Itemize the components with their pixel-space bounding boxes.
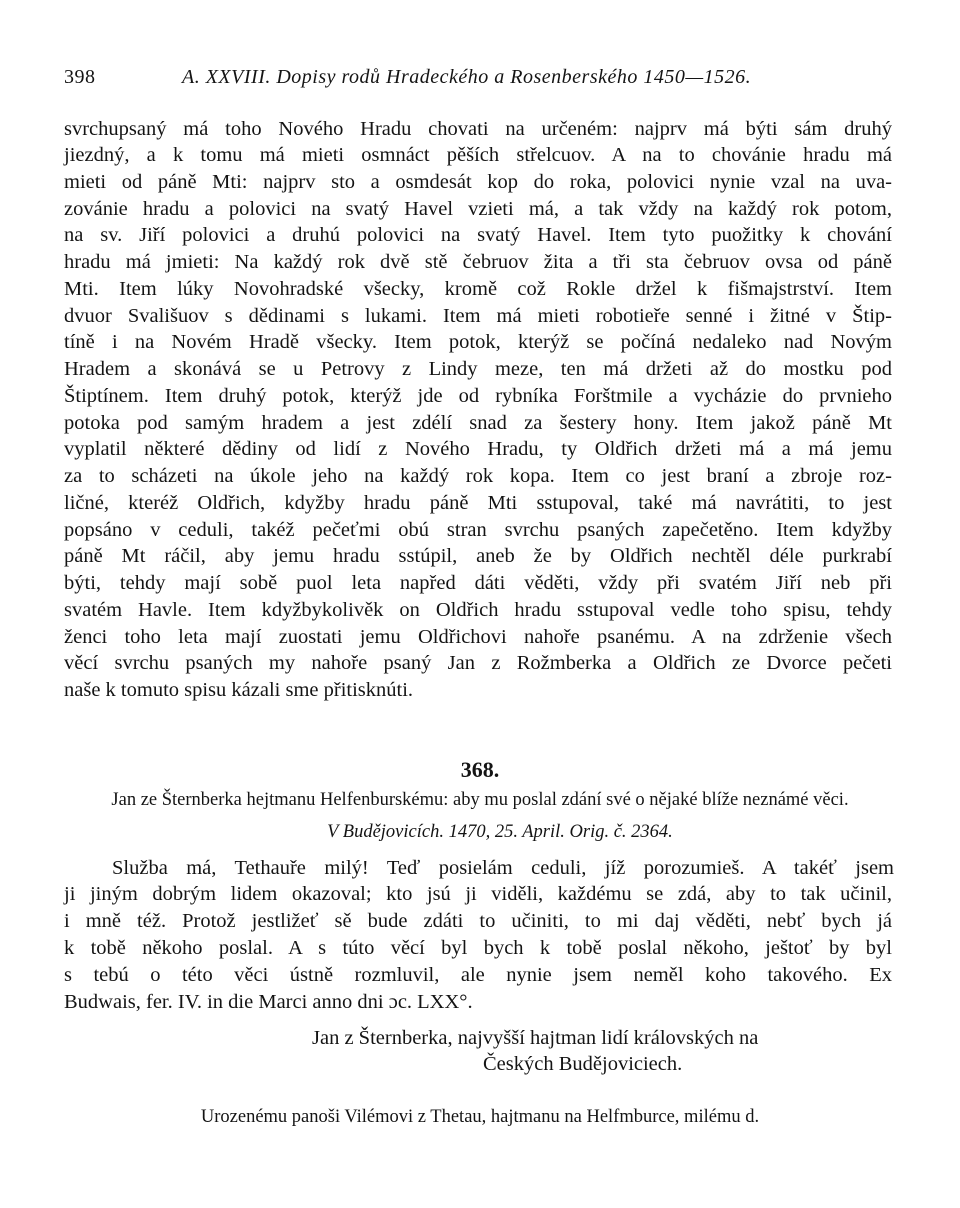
text-line: dvuor Svališuov s dědinami s lukami. Item má mieti robotieře senné i žitné v Štip- [64,305,892,327]
signature-line: Českých Budějoviciech. [483,1053,683,1075]
document-regest: Jan ze Šternberka hejtmanu Helfenburskému: aby mu poslal zdání své o nějaké blíže neznámé věci. [111,790,849,810]
text-line: potoka pod samým hradem a jest zdélí snad za šestery hony. Item jakož páně Mt [64,412,892,434]
text-line: popsáno v ceduli, takéž pečeťmi obú stran svrchu psaných zapečetěno. Item kdyžby [64,519,892,541]
document-number: 368. [460,757,500,782]
letter-line: Budwais, fer. IV. in die Marci anno dni ɔc. LXX°. [64,991,473,1013]
page-header [64,66,896,96]
text-line: věcí svrchu psaných my nahoře psaný Jan z Rožmberka a Oldřich ze Dvorce pečeti [64,652,892,674]
text-line: za to scházeti na úkole jeho na každý rok kopa. Item co jest braní a zbroje roz- [64,465,892,487]
letter-line: Služba má, Tethauře milý! Teď posielám ceduli, jíž porozumieš. A takéť jsem [112,857,894,879]
text-line: svatém Havle. Item kdyžbykolivěk on Oldřich hradu sstupoval vedle toho spisu, tehdy [64,599,892,621]
text-line: na sv. Jiří polovici a druhú polovici na svatý Havel. Item tyto puožitky k chování [64,224,892,246]
letter-line: ji jiným dobrým lidem okazoval; kto jsú ji viděli, každému se zdá, aby to tak učinil, [64,883,892,905]
text-line: ličné, kteréž Oldřich, kdyžby hradu páně Mti sstupoval, také má navrátiti, to jest [64,492,892,514]
text-line: Mti. Item lúky Novohradské všecky, kromě což Rokle držel k fišmajstrství. Item [64,278,892,300]
page-number: 398 [64,66,96,88]
text-line: páně Mt ráčil, aby jemu hradu sstúpil, aneb že by Oldřich nechtěl déle purkrabí [64,545,892,567]
text-line: býti, tehdy mají sobě puol leta napřed dáti věděti, vždy při svatém Jiří neb při [64,572,892,594]
text-line: tíně i na Novém Hradě všecky. Item potok, kterýž se počíná nedaleko nad Novým [64,331,892,353]
letter-line: i mně též. Protož jestližeť sě bude zdáti to učiniti, to mi daj věděti, nebť bych já [64,910,892,932]
signature-line: Jan z Šternberka, najvyšší hajtman lidí královských na [312,1027,759,1049]
letter-line: k tobě někoho poslal. A s túto věcí byl bych k tobě poslal někoho, ještoť by byl [64,937,892,959]
text-line: zovánie hradu a polovici na svatý Havel vzieti má, a tak vždy na každý rok potom, [64,198,892,220]
text-line: svrchupsaný má toho Nového Hradu chovati na určeném: najprv má býti sám druhý [64,118,892,140]
letter-line: s tebú o této věci ústně rozmluvil, ale nynie jsem neměl koho takového. Ex [64,964,892,986]
text-line: hradu má jmieti: Na každý rok dvě stě čebruov žita a tři sta čebruov ovsa od páně [64,251,892,273]
text-line: Hradem a skonává se u Petrovy z Lindy meze, ten má držeti až do mostku pod [64,358,892,380]
text-line: mieti od páně Mti: najprv sto a osmdesát kop do roka, polovici nynie vzal na uva- [64,171,892,193]
text-line: jiezdný, a k tomu má mieti osmnáct pěších střelcuov. A na to chovánie hradu má [64,144,892,166]
document-source: V Budějovicích. 1470, 25. April. Orig. č. 2364. [327,822,673,842]
letter-address: Urozenému panoši Vilémovi z Thetau, hajtmanu na Helfmburce, milému d. [200,1107,760,1127]
text-line: Štiptínem. Item druhý potok, kterýž jde od rybníka Forštmile a vycházie do prvnieho [64,385,892,407]
text-line: naše k tomuto spisu kázali sme přitisknúti. [64,679,414,701]
running-title: A. XXVIII. Dopisy rodů Hradeckého a Rosenberského 1450—1526. [182,66,752,88]
text-line: ženci toho leta mají zuostati jemu Oldřichovi nahoře psanému. A na zdrženie všech [64,626,892,648]
text-line: vyplatil některé dědiny od lidí z Nového Hradu, ty Oldřich držeti má a má jemu [64,438,892,460]
